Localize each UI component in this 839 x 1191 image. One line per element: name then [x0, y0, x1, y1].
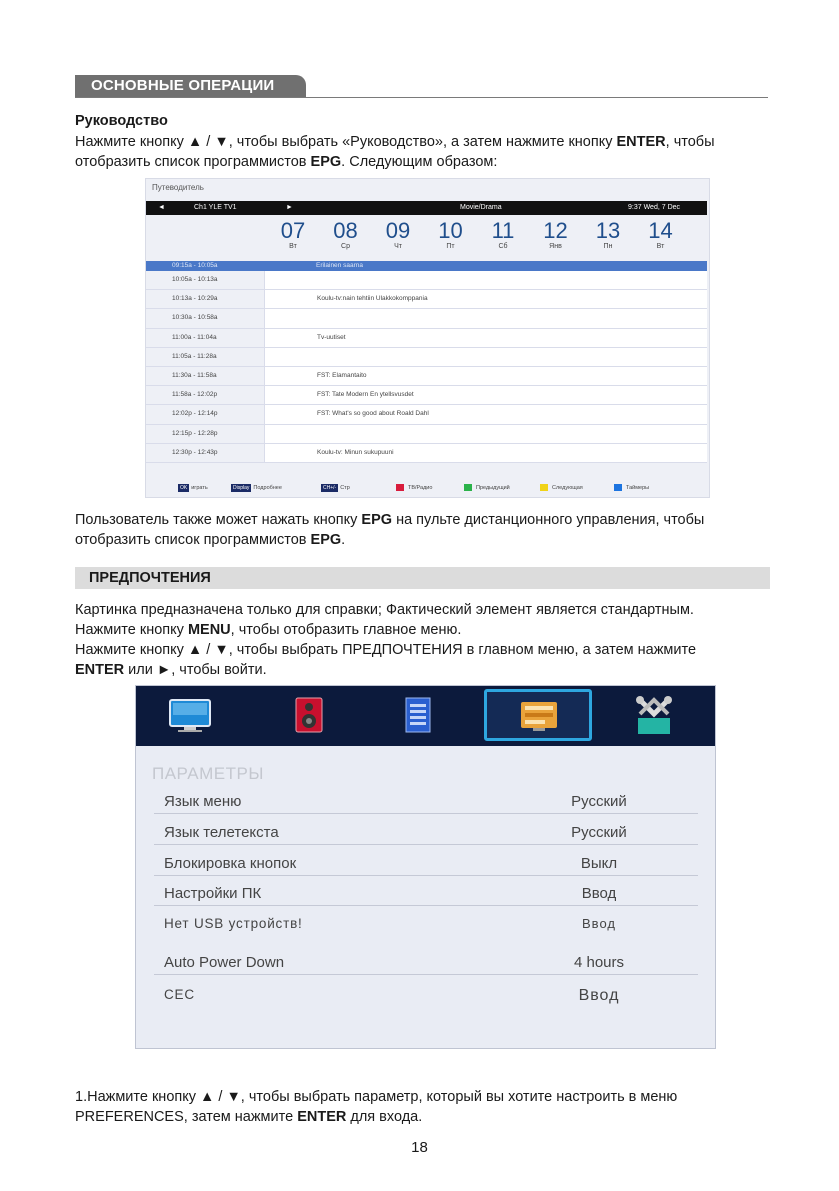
epg-channel-name: Ch1 YLE TV1	[194, 204, 237, 211]
epg-program-row[interactable]	[146, 386, 707, 405]
epg-program-title: Koulu-tv:nain tehtiin Ulakkokomppania	[317, 295, 428, 303]
epg-program-title: FST: What's so good about Roald Dahl	[317, 410, 429, 418]
epg-program-row[interactable]	[146, 290, 707, 309]
epg-day-weekday: Янв	[549, 243, 562, 250]
epg-program-title: FST: Tate Modern En ytellsvusdet	[317, 391, 414, 399]
color-key-icon	[540, 484, 548, 491]
menu-option-row[interactable]	[154, 883, 698, 906]
epg-day-selector	[146, 219, 707, 259]
section-header-basic-operations: ОСНОВНЫЕ ОПЕРАЦИИ	[75, 75, 306, 97]
epg-footer-hint	[231, 484, 282, 492]
epg-program-title: FST: Elamantaito	[317, 371, 367, 379]
epg-remote-text-line2: отобразить список программистов EPG.	[75, 532, 346, 548]
epg-program-title: Tv-uutiset	[317, 333, 346, 341]
epg-footer-hints	[146, 481, 707, 495]
menu-title: ПАРАМЕТРЫ	[152, 764, 264, 783]
menu-option-label: Язык телетекста	[164, 824, 279, 841]
menu-option-value: 4 hours	[573, 954, 625, 971]
epg-program-time: 11:30a - 11:58a	[172, 371, 217, 379]
epg-day-weekday: Чт	[394, 243, 402, 250]
epg-day-weekday: Сб	[498, 243, 508, 250]
epg-selected-title: Erilainen saarna	[316, 262, 363, 269]
pref-note: Картинка предназначена только для справки; Фактический элемент является стандартным.	[75, 602, 694, 618]
epg-program-list	[146, 271, 707, 463]
epg-program-row[interactable]	[146, 405, 707, 424]
epg-day-number: 09	[385, 218, 411, 243]
menu-option-label: CEC	[164, 987, 195, 1002]
epg-day-number: 11	[491, 218, 515, 243]
epg-title: Путеводитель	[152, 183, 204, 192]
epg-day[interactable]	[588, 219, 628, 251]
epg-footer-hint	[614, 484, 649, 492]
epg-day-number: 14	[648, 218, 673, 243]
guide-text-line2: отобразить список программистов EPG. Следующим образом:	[75, 154, 498, 170]
menu-option-label: Auto Power Down	[164, 954, 285, 971]
hint-label: играть	[191, 485, 208, 491]
menu-option-label: Язык меню	[164, 793, 242, 810]
guide-text-line1: Нажмите кнопку ▲ / ▼, чтобы выбрать «Руководство», а затем нажмите кнопку ENTER, чтобы	[75, 134, 715, 150]
hint-label: Следующая	[552, 485, 583, 491]
menu-option-row[interactable]	[154, 853, 698, 876]
epg-day-weekday: Вт	[289, 243, 297, 250]
epg-clock: 9:37 Wed, 7 Dec	[628, 204, 681, 211]
pref-text-line3: Нажмите кнопку ▲ / ▼, чтобы выбрать ПРЕДПОЧТЕНИЯ в главном меню, а затем нажмите	[75, 642, 697, 658]
epg-program-time: 11:58a - 12:02p	[172, 391, 218, 399]
epg-program-row[interactable]	[146, 367, 707, 386]
epg-day-number: 10	[438, 218, 463, 243]
next-channel-icon[interactable]: ►	[286, 204, 293, 211]
tv-picture-icon[interactable]	[168, 698, 212, 739]
epg-program-time: 10:30a - 10:58a	[172, 314, 218, 322]
menu-icon-bar	[136, 686, 715, 746]
epg-program-row[interactable]	[146, 329, 707, 348]
page-number: 18	[411, 1139, 428, 1156]
epg-footer-hint	[396, 484, 432, 492]
epg-day-number: 13	[595, 218, 621, 243]
menu-option-value: Ввод	[582, 916, 616, 931]
epg-program-row[interactable]	[146, 425, 707, 444]
menu-option-row[interactable]	[154, 914, 698, 936]
menu-option-value: Выкл	[580, 855, 618, 872]
epg-guide-screen	[145, 178, 710, 498]
epg-program-time: 11:05a - 11:28a	[172, 352, 217, 360]
epg-program-time: 10:13a - 10:29a	[172, 295, 218, 303]
hint-label: Стр	[340, 485, 350, 491]
guide-heading: Руководство	[75, 113, 168, 129]
epg-day[interactable]	[431, 219, 471, 251]
final-text-line1: 1.Нажмите кнопку ▲ / ▼, чтобы выбрать параметр, который вы хотите настроить в меню	[75, 1089, 678, 1105]
epg-footer-hint	[540, 484, 583, 492]
epg-program-time: 12:15p - 12:28p	[172, 429, 218, 437]
epg-program-time: 11:00a - 11:04a	[172, 333, 217, 341]
tools-setup-icon[interactable]	[632, 694, 676, 741]
epg-footer-hint	[321, 484, 350, 492]
remote-key-label: Display	[233, 485, 250, 491]
section-divider	[75, 97, 768, 98]
channel-list-icon[interactable]	[402, 696, 434, 739]
menu-option-value: Ввод	[578, 987, 620, 1004]
epg-program-row[interactable]	[146, 444, 707, 463]
hint-label: Подробнее	[253, 485, 282, 491]
epg-footer-hint	[464, 484, 510, 492]
menu-option-row[interactable]	[154, 822, 698, 845]
epg-day[interactable]	[326, 219, 366, 251]
menu-option-value: Русский	[571, 793, 627, 810]
hint-label: ТВ/Радио	[408, 485, 433, 491]
epg-program-row[interactable]	[146, 309, 707, 328]
final-text-line2: PREFERENCES, затем нажмите ENTER для входа.	[75, 1109, 423, 1125]
section-header-preferences: ПРЕДПОЧТЕНИЯ	[75, 567, 770, 589]
epg-program-time: 12:30p - 12:43p	[172, 448, 218, 456]
epg-day-weekday: Пт	[446, 243, 455, 250]
epg-genre: Movie/Drama	[460, 204, 502, 211]
epg-day-number: 12	[543, 218, 568, 243]
color-key-icon	[396, 484, 404, 491]
epg-day-number: 08	[333, 218, 358, 243]
color-key-icon	[614, 484, 622, 491]
menu-option-label: Настройки ПК	[164, 885, 262, 902]
epg-selected-time: 09:15a - 10:05a	[172, 262, 218, 269]
color-key-icon	[464, 484, 472, 491]
pref-text-line2: Нажмите кнопку MENU, чтобы отобразить главное меню.	[75, 622, 462, 638]
epg-day-number: 07	[280, 218, 306, 243]
epg-program-row[interactable]	[146, 348, 707, 367]
speaker-sound-icon[interactable]	[294, 696, 324, 739]
epg-day[interactable]	[536, 219, 576, 251]
preferences-icon[interactable]	[484, 689, 592, 741]
epg-remote-text-line1: Пользователь также может нажать кнопку EPG на пульте дистанционного управления, чтобы	[75, 512, 705, 528]
epg-day[interactable]	[378, 219, 418, 251]
epg-program-row[interactable]	[146, 271, 707, 290]
hint-label: Предыдущий	[476, 485, 510, 491]
epg-day-weekday: Вт	[656, 243, 665, 250]
menu-option-label: Блокировка кнопок	[164, 855, 297, 872]
menu-option-value: Русский	[571, 824, 627, 841]
epg-footer-hint	[178, 484, 208, 492]
menu-option-row[interactable]	[154, 791, 698, 814]
menu-option-row[interactable]	[154, 985, 698, 1007]
epg-day[interactable]	[483, 219, 523, 251]
epg-day[interactable]	[273, 219, 313, 251]
epg-selected-row[interactable]	[146, 261, 707, 271]
menu-option-value: Ввод	[581, 885, 617, 902]
hint-label: Таймеры	[626, 485, 650, 491]
epg-day-weekday: Ср	[341, 243, 350, 250]
epg-channel-bar	[146, 201, 707, 215]
pref-text-line4: ENTER или ►, чтобы войти.	[75, 662, 267, 678]
epg-day[interactable]	[641, 219, 681, 251]
epg-program-time: 10:05a - 10:13a	[172, 276, 218, 283]
remote-key-label: CH+/-	[323, 485, 337, 491]
remote-key-label: OK	[180, 485, 188, 491]
menu-option-row[interactable]	[154, 952, 698, 975]
epg-day-weekday: Пн	[603, 243, 613, 250]
preferences-menu-screen	[135, 685, 716, 1049]
prev-channel-icon[interactable]: ◄	[158, 204, 165, 211]
epg-program-title: Koulu-tv: Minun sukupuuni	[317, 448, 394, 456]
menu-option-label: Нет USB устройств!	[164, 916, 303, 931]
epg-program-time: 12:02p - 12:14p	[172, 410, 218, 418]
